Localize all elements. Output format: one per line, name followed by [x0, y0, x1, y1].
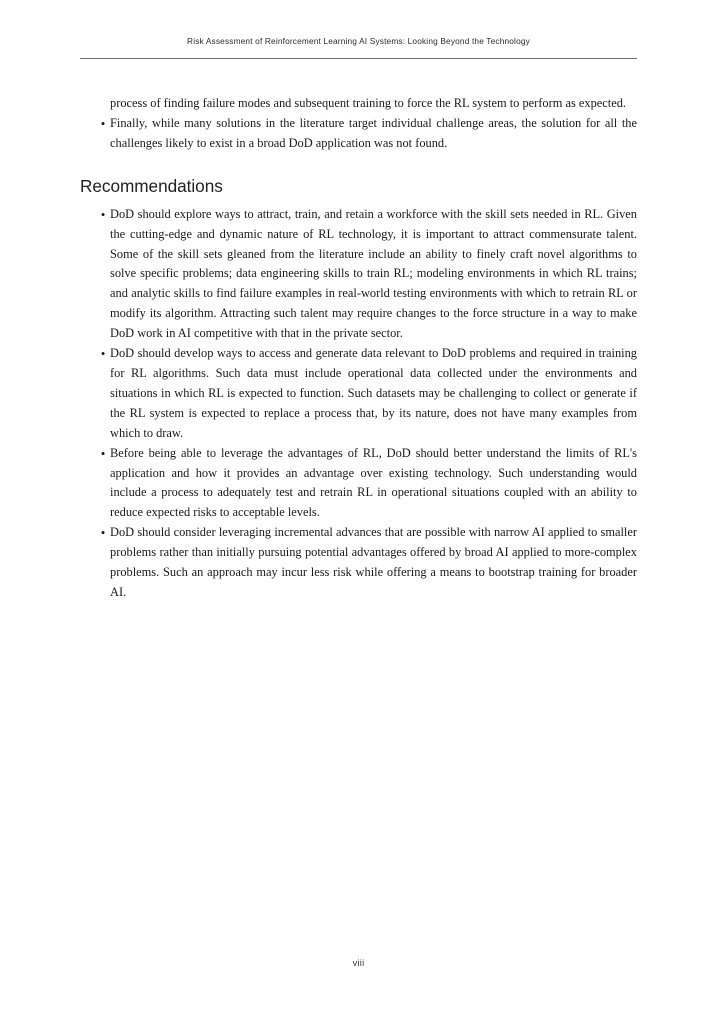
recommendations-bullet-list [80, 205, 637, 603]
list-item [100, 205, 637, 344]
bullet-icon: • [100, 115, 106, 131]
bullet-icon: • [100, 346, 106, 362]
list-item [100, 344, 637, 444]
running-head: Risk Assessment of Reinforcement Learning AI Systems: Looking Beyond the Technology [187, 36, 530, 46]
list-item-text: Before being able to leverage the advantages of RL, DoD should better understand the limits of RL's application and how it provides an advantage over existing technology. Such understanding would include a process to adequately test and retrain RL in operational situations coupled with an ability to reduce expected risks to acceptable levels. [110, 445, 637, 520]
intro-bullet-list [80, 114, 637, 154]
bullet-icon: • [100, 206, 106, 222]
page-title: Recommendations [80, 175, 223, 196]
continuation-paragraph: process of finding failure modes and subsequent training to force the RL system to perform as expected. [110, 96, 627, 110]
bullet-icon: • [100, 525, 106, 541]
list-item [100, 114, 637, 154]
list-item [100, 444, 637, 524]
list-item [100, 523, 637, 603]
page-number: viii [352, 958, 365, 968]
list-item-text: DoD should consider leveraging incremental advances that are possible with narrow AI applied to smaller problems rather than initially pursuing potential advantages offered by broad AI applied to more-complex problems. Such an approach may incur less risk while offering a means to bootstrap training for broader AI. [110, 525, 637, 599]
list-item-text: DoD should explore ways to attract, train, and retain a workforce with the skill sets needed in RL. Given the cutting-edge and dynamic nature of RL technology, it is important to attract commensurate talent. Some of the skill sets gleaned from the literature include an ability to finely craft novel algorithms to solve specific problems; data engineering skills to train RL; modeling environments in which RL trains; and analytic skills to find failure examples in real-world testing environments with which to retrain RL or modify its algorithm. Attracting such talent may require changes to the force structure in a way to make DoD work in AI competitive with that in the private sector. [110, 206, 637, 341]
page-content [80, 94, 637, 603]
list-item-text: DoD should develop ways to access and generate data relevant to DoD problems and required in training for RL algorithms. Such data must include operational data collected under the environments and situations in which RL is expected to function. Such datasets may be challenging to collect or generate if the RL system is expected to replace a process that, by its nature, does not have many examples from which to draw. [110, 346, 637, 440]
header-divider-rule [80, 58, 637, 59]
list-item-text: Finally, while many solutions in the literature target individual challenge areas, the solution for all the challenges likely to exist in a broad DoD application was not found. [110, 115, 637, 150]
bullet-icon: • [100, 445, 106, 461]
